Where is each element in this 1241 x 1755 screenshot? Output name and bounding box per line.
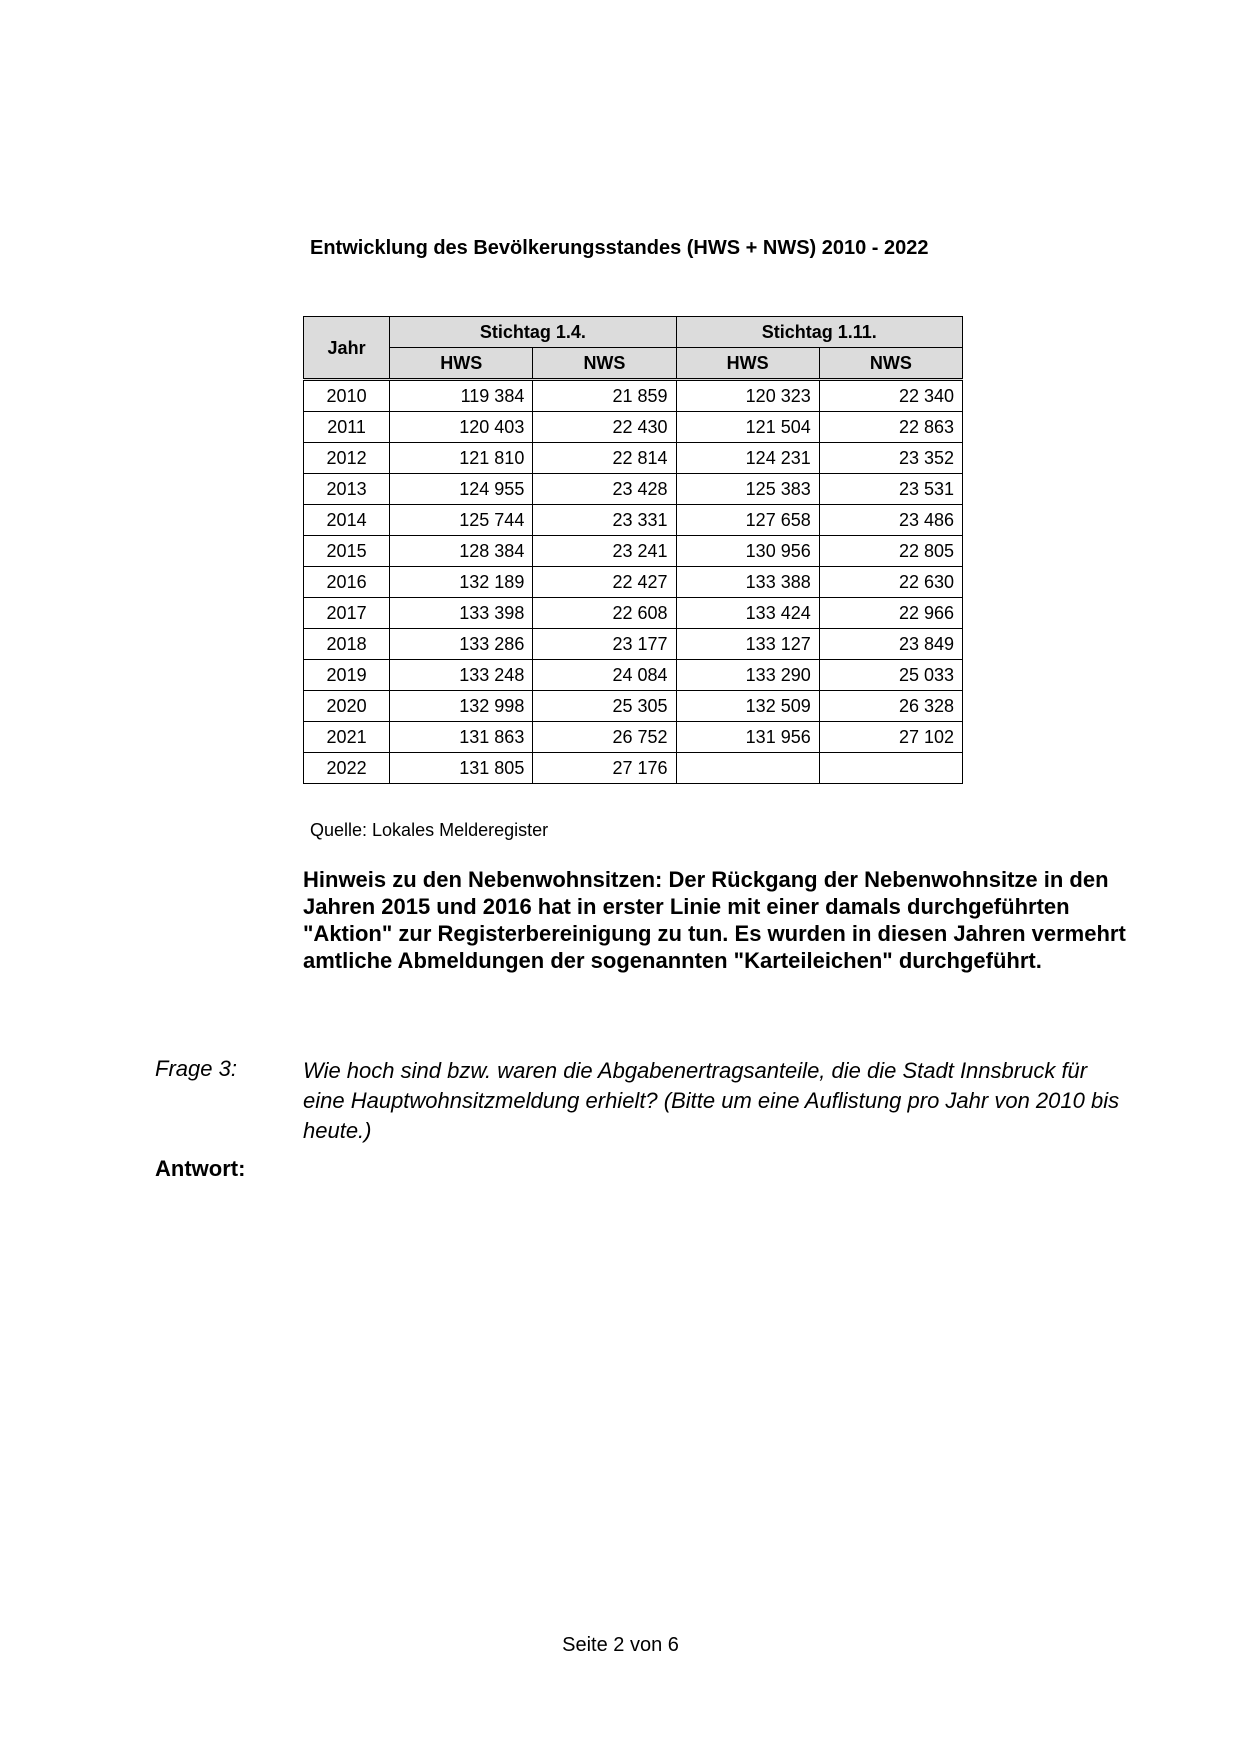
cell-hws-nov (676, 753, 819, 784)
cell-nws-nov: 22 630 (819, 567, 962, 598)
cell-nws-apr: 27 176 (533, 753, 676, 784)
cell-hws-apr: 133 248 (390, 660, 533, 691)
cell-nws-apr: 22 427 (533, 567, 676, 598)
header-nws-april: NWS (533, 348, 676, 380)
question-text: Wie hoch sind bzw. waren die Abgabenertragsanteile, die die Stadt Innsbruck für eine Hauptwohnsitzmeldung erhielt? (Bitte um eine Auflistung pro Jahr von 2010 bis heute.) (303, 1058, 1120, 1143)
cell-hws-apr: 132 998 (390, 691, 533, 722)
cell-nws-nov: 23 486 (819, 505, 962, 536)
cell-hws-apr: 133 398 (390, 598, 533, 629)
cell-nws-nov: 22 863 (819, 412, 962, 443)
cell-hws-apr: 120 403 (390, 412, 533, 443)
table-row (304, 380, 963, 412)
cell-year: 2022 (304, 753, 390, 784)
cell-nws-nov: 26 328 (819, 691, 962, 722)
cell-hws-apr: 131 863 (390, 722, 533, 753)
hinweis-paragraph: Hinweis zu den Nebenwohnsitzen: Der Rückgang der Nebenwohnsitze in den Jahren 2015 und 2016 hat in erster Linie mit einer damals durchgeführten "Aktion" zur Registerbereinigung zu tun. Es wurden in diesen Jahren vermehrt amtliche Abmeldungen der sogenannten "Karteileichen" durchgeführt. (303, 867, 1126, 973)
cell-year: 2018 (304, 629, 390, 660)
header-hws-november: HWS (676, 348, 819, 380)
table-title: Entwicklung des Bevölkerungsstandes (HWS + NWS) 2010 - 2022 (310, 237, 929, 259)
cell-hws-apr: 121 810 (390, 443, 533, 474)
table-row (304, 474, 963, 505)
cell-nws-apr: 21 859 (533, 380, 676, 412)
header-stichtag-november: Stichtag 1.11. (676, 317, 962, 348)
cell-nws-apr: 23 241 (533, 536, 676, 567)
cell-nws-apr: 22 430 (533, 412, 676, 443)
cell-hws-nov: 125 383 (676, 474, 819, 505)
header-stichtag-april: Stichtag 1.4. (390, 317, 676, 348)
cell-year: 2021 (304, 722, 390, 753)
cell-year: 2013 (304, 474, 390, 505)
cell-nws-nov: 22 340 (819, 380, 962, 412)
cell-year: 2015 (304, 536, 390, 567)
cell-nws-nov: 22 805 (819, 536, 962, 567)
header-hws-april: HWS (390, 348, 533, 380)
table-row (304, 722, 963, 753)
cell-hws-nov: 133 290 (676, 660, 819, 691)
cell-year: 2020 (304, 691, 390, 722)
table-row (304, 629, 963, 660)
header-jahr: Jahr (304, 317, 390, 380)
cell-nws-nov: 23 531 (819, 474, 962, 505)
page-number: Seite 2 von 6 (562, 1634, 679, 1656)
cell-hws-apr: 133 286 (390, 629, 533, 660)
cell-hws-nov: 133 127 (676, 629, 819, 660)
cell-nws-nov: 27 102 (819, 722, 962, 753)
cell-hws-apr: 132 189 (390, 567, 533, 598)
answer-label: Antwort: (155, 1156, 246, 1181)
population-table (303, 316, 963, 784)
cell-hws-apr: 124 955 (390, 474, 533, 505)
cell-nws-apr: 22 814 (533, 443, 676, 474)
cell-nws-apr: 25 305 (533, 691, 676, 722)
table-row (304, 753, 963, 784)
cell-year: 2017 (304, 598, 390, 629)
cell-nws-apr: 23 177 (533, 629, 676, 660)
cell-nws-apr: 23 331 (533, 505, 676, 536)
cell-nws-nov: 23 352 (819, 443, 962, 474)
cell-nws-apr: 26 752 (533, 722, 676, 753)
cell-hws-nov: 131 956 (676, 722, 819, 753)
cell-hws-apr: 119 384 (390, 380, 533, 412)
cell-year: 2019 (304, 660, 390, 691)
table-row (304, 536, 963, 567)
table-row (304, 660, 963, 691)
cell-year: 2010 (304, 380, 390, 412)
cell-hws-nov: 124 231 (676, 443, 819, 474)
cell-nws-apr: 24 084 (533, 660, 676, 691)
cell-year: 2011 (304, 412, 390, 443)
cell-hws-apr: 125 744 (390, 505, 533, 536)
table-row (304, 412, 963, 443)
table-body (304, 380, 963, 784)
table-row (304, 567, 963, 598)
table-header-row-groups (304, 317, 963, 348)
table-header-row-columns (304, 348, 963, 380)
cell-hws-apr: 131 805 (390, 753, 533, 784)
cell-hws-nov: 120 323 (676, 380, 819, 412)
cell-year: 2014 (304, 505, 390, 536)
cell-hws-nov: 133 388 (676, 567, 819, 598)
table-source: Quelle: Lokales Melderegister (310, 820, 549, 840)
cell-nws-apr: 23 428 (533, 474, 676, 505)
cell-nws-apr: 22 608 (533, 598, 676, 629)
cell-hws-nov: 121 504 (676, 412, 819, 443)
table-row (304, 598, 963, 629)
cell-nws-nov: 23 849 (819, 629, 962, 660)
cell-hws-apr: 128 384 (390, 536, 533, 567)
cell-hws-nov: 133 424 (676, 598, 819, 629)
question-label: Frage 3: (155, 1056, 237, 1081)
cell-hws-nov: 127 658 (676, 505, 819, 536)
cell-year: 2012 (304, 443, 390, 474)
table-row (304, 691, 963, 722)
cell-nws-nov: 22 966 (819, 598, 962, 629)
cell-nws-nov: 25 033 (819, 660, 962, 691)
cell-hws-nov: 130 956 (676, 536, 819, 567)
header-nws-november: NWS (819, 348, 962, 380)
table-row (304, 443, 963, 474)
table-row (304, 505, 963, 536)
cell-year: 2016 (304, 567, 390, 598)
cell-hws-nov: 132 509 (676, 691, 819, 722)
cell-nws-nov (819, 753, 962, 784)
